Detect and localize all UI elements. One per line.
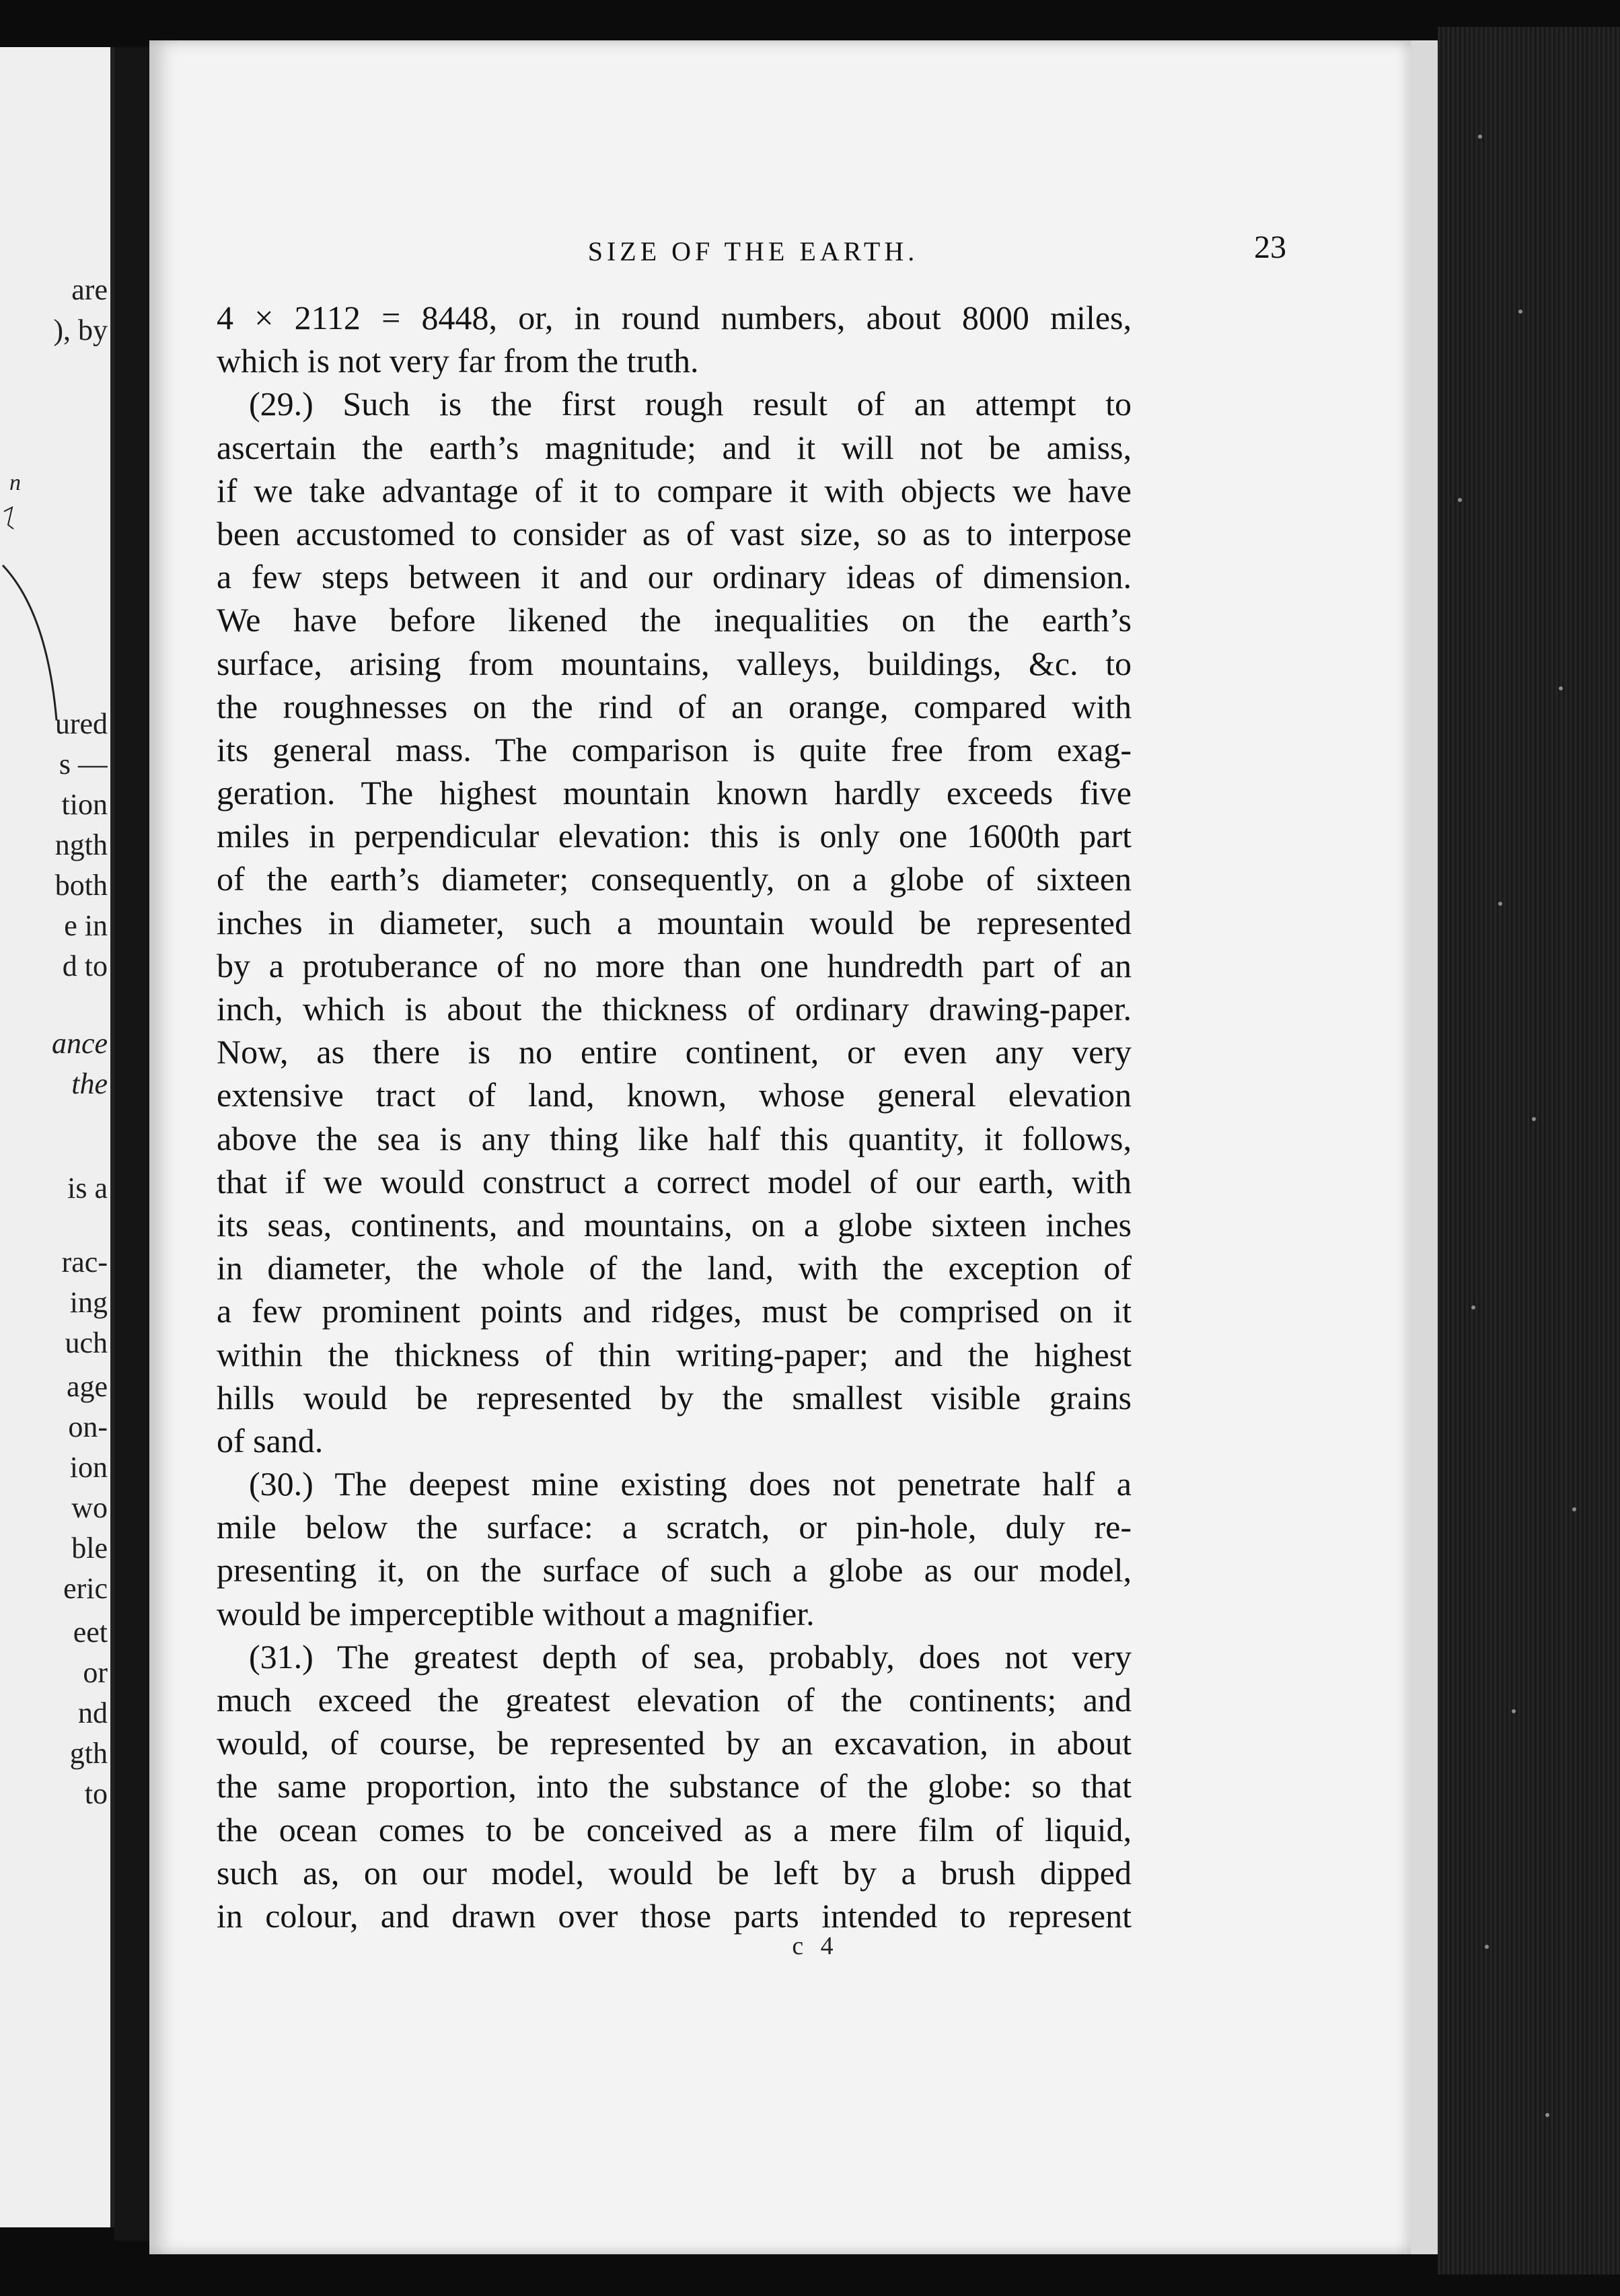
left-page-text-fragment: the [71,1067,108,1100]
left-page-text-fragment: is a [67,1172,108,1205]
text-line: We have before likened the inequalities on the earth’s [217,601,1132,639]
left-page-text-fragment: ured [54,707,108,740]
left-page-text-fragment: ), by [53,314,108,347]
page-number: 23 [1254,229,1286,265]
text-line: much exceed the greatest elevation of the continents; and [217,1681,1132,1719]
text-line: ascertain the earth’s magnitude; and it will not be amiss, [217,428,1132,466]
left-page-text-fragment: eric [63,1572,108,1605]
left-page-text-fragment: or [83,1656,108,1689]
edge-speck [1532,1117,1536,1121]
text-line: its general mass. The comparison is quite free from exag- [217,730,1132,768]
text-line: of sand. [217,1421,324,1460]
edge-speck [1485,1945,1489,1949]
figure-label: n [9,470,21,495]
text-line: mile below the surface: a scratch, or pin-hole, duly re- [217,1508,1132,1546]
text-line: presenting it, on the surface of such a globe as our model, [217,1551,1132,1589]
running-title: SIZE OF THE EARTH. [587,236,919,266]
book-fore-edge [1438,27,1620,2274]
page-edge [1411,40,1438,2254]
text-line: which is not very far from the truth. [217,342,699,380]
text-line: would be imperceptible without a magnifier. [217,1594,815,1633]
text-line: above the sea is any thing like half this quantity, it follows, [217,1119,1132,1157]
text-line: (30.) The deepest mine existing does not penetrate half a [249,1465,1132,1503]
left-page-text-fragment: e in [64,909,108,942]
left-page-text-fragment: eet [73,1616,108,1649]
text-line: Now, as there is no entire continent, or even any very [217,1033,1132,1071]
text-line: in diameter, the whole of the land, with the exception of [217,1249,1132,1287]
edge-speck [1512,1709,1516,1713]
text-line: miles in perpendicular elevation: this is only one 1600th part [217,817,1132,855]
left-page-text-fragment: rac- [61,1246,108,1279]
text-line: within the thickness of thin writing-paper; and the highest [217,1335,1132,1373]
text-line: the ocean comes to be conceived as a mere film of liquid, [217,1810,1132,1849]
text-line: of the earth’s diameter; consequently, on a globe of sixteen [217,860,1132,898]
left-page-text-fragment: gth [69,1737,108,1770]
left-page-text-fragment: ble [71,1532,108,1565]
left-page-text-fragment: uch [65,1326,108,1359]
left-page-text-fragment: ion [69,1451,108,1484]
text-line: if we take advantage of it to compare it with objects we have [217,471,1132,509]
left-page-text-fragment: ngth [54,828,108,861]
left-page-text-fragment: both [54,869,108,902]
text-line: that if we would construct a correct model of our earth, with [217,1162,1132,1200]
text-line: surface, arising from mountains, valleys, buildings, &c. to [217,644,1132,682]
left-page-text-fragment: d to [62,949,108,982]
text-line: in colour, and drawn over those parts intended to represent [217,1896,1132,1935]
left-page-text-fragment: are [71,273,108,306]
text-line: geration. The highest mountain known hardly exceeds five [217,774,1132,812]
text-line: the roughnesses on the rind of an orange, compared with [217,687,1132,725]
left-page-text-fragment: ance [51,1027,108,1060]
signature-mark: c 4 [792,1932,839,1960]
edge-speck [1471,1305,1475,1310]
text-line: (29.) Such is the first rough result of an attempt to [249,385,1132,423]
text-line: the same proportion, into the substance of the globe: so that [217,1767,1132,1805]
edge-speck [1518,310,1522,314]
edge-speck [1458,498,1462,502]
text-line: hills would be represented by the smallest visible grains [217,1378,1132,1416]
text-line: been accustomed to consider as of vast size, so as to interpose [217,514,1132,552]
left-page-fragment [0,47,114,2227]
page-header [220,229,1286,296]
text-line: a few prominent points and ridges, must be comprised on it [217,1292,1132,1330]
left-page-figure [0,464,114,747]
page [149,40,1411,2254]
left-page-text-fragment: tion [61,788,108,821]
edge-speck [1559,686,1563,690]
text-line: its seas, continents, and mountains, on a globe sixteen inches [217,1205,1132,1244]
text-line: would, of course, be represented by an excavation, in about [217,1724,1132,1762]
text-line: a few steps between it and our ordinary ideas of dimension. [217,558,1132,596]
left-page-text-fragment: to [84,1777,108,1810]
book-spine-gutter [114,47,149,2241]
text-line: 4 × 2112 = 8448, or, in round numbers, about 8000 miles, [217,299,1132,336]
left-page-text-fragment: ing [69,1286,108,1319]
left-page-text-fragment: nd [78,1696,108,1729]
text-line: inch, which is about the thickness of ordinary drawing-paper. [217,990,1132,1028]
left-page-text-fragment: wo [71,1491,108,1524]
edge-speck [1498,902,1502,906]
text-line: such as, on our model, would be left by a brush dipped [217,1853,1132,1892]
text-line: inches in diameter, such a mountain would be represented [217,903,1132,941]
left-page-text-fragment: on- [68,1410,108,1443]
text-line: (31.) The greatest depth of sea, probably, does not very [249,1637,1132,1676]
edge-speck [1545,2113,1549,2117]
body-text [217,296,1132,1937]
edge-speck [1572,1507,1576,1511]
left-page-text-fragment: age [66,1370,108,1403]
left-page-text-fragment: s — [59,748,108,781]
text-line: extensive tract of land, known, whose general elevation [217,1076,1132,1114]
edge-speck [1478,135,1482,139]
text-line: by a protuberance of no more than one hundredth part of an [217,946,1132,984]
